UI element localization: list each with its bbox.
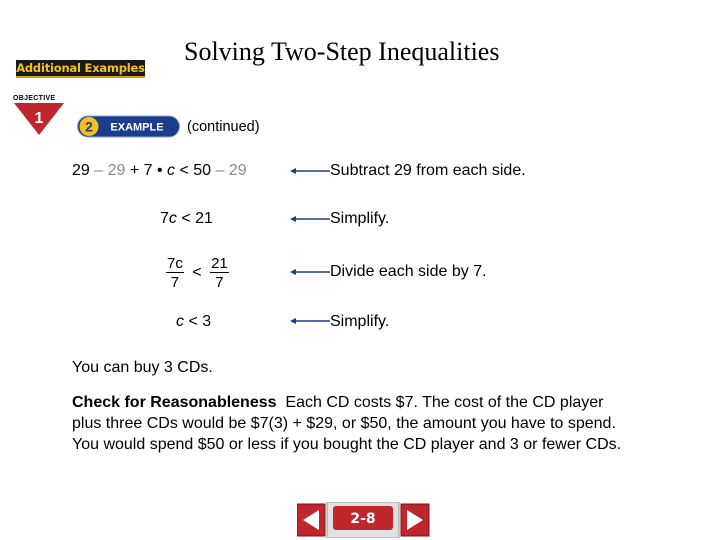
lesson-navigation — [297, 502, 431, 538]
reasonableness-heading: Check for Reasonableness — [72, 394, 277, 411]
reasonableness-paragraph: Check for Reasonableness Each CD costs $7. The cost of the CD player plus three CDs would be $7(3) + $29, or $50, the amount you have to spend. You would spend $50 or less if you bought the CD player and 3 or fewer CDs. — [72, 394, 622, 453]
additional-examples-badge: Additional Examples — [16, 60, 145, 78]
step-4-expression: c < 3 — [176, 313, 212, 330]
continued-label: (continued) — [187, 119, 260, 135]
page-title: Solving Two-Step Inequalities — [184, 37, 500, 66]
arrow-icon — [290, 214, 330, 224]
step-2-expression: 7c < 21 — [160, 210, 213, 227]
answer-text: You can buy 3 CDs. — [72, 359, 213, 376]
example-label: EXAMPLE — [110, 121, 164, 134]
step-3-description: Divide each side by 7. — [330, 263, 487, 280]
fraction-left: $\frac{7c}{7}$ — [167, 255, 183, 291]
lesson-number: 2-8 — [350, 511, 376, 527]
arrow-icon — [290, 166, 330, 176]
example-number: 2 — [85, 118, 93, 135]
lesson-menu-button[interactable] — [327, 502, 399, 538]
objective-number: 1 — [34, 110, 44, 127]
step-3-expression: $\frac{7c}{7}$ < $\frac{21}{7}$ — [167, 255, 228, 291]
fraction-right: $\frac{21}{7}$ — [211, 255, 228, 291]
next-button[interactable] — [401, 504, 429, 536]
step-2-description: Simplify. — [330, 210, 390, 227]
step-1-expression: 29 – 29 + 7 • c < 50 – 29 — [72, 162, 247, 179]
step-4-description: Simplify. — [330, 313, 390, 330]
step-1-description: Subtract 29 from each side. — [330, 162, 526, 179]
previous-button[interactable] — [297, 504, 325, 536]
arrow-icon — [290, 267, 330, 277]
example-badge — [77, 115, 180, 138]
objective-label: OBJECTIVE — [13, 95, 56, 102]
arrow-icon — [290, 316, 330, 326]
objective-icon — [14, 103, 64, 135]
